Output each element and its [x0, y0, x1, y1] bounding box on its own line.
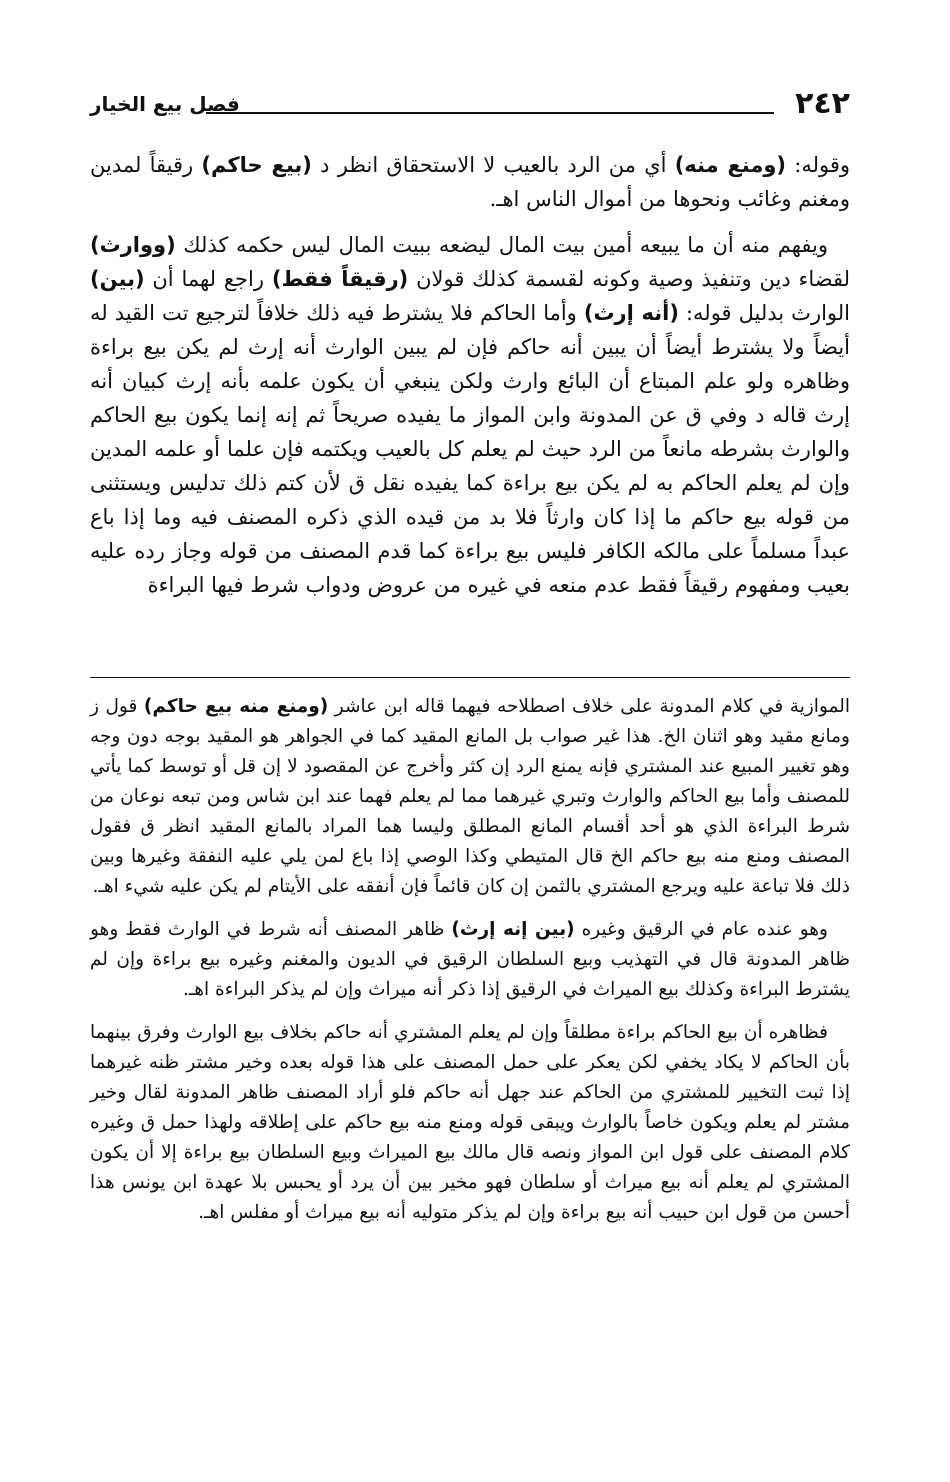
footnote-paragraph-2	[90, 915, 850, 1005]
text: رقيقاً لمدين ومغنم وغائب ونحوها من أموال الناس اهـ.	[90, 153, 850, 211]
text: الموازية في كلام المدونة على خلاف اصطلاحه فيهما قاله ابن عاشر	[328, 696, 850, 717]
bold-phrase: (أنه إرث)	[583, 301, 679, 325]
text: وقوله:	[786, 153, 851, 177]
text: وهو عنده عام في الرقيق وغيره	[574, 919, 828, 940]
main-text	[90, 148, 850, 614]
main-paragraph-2	[90, 228, 850, 602]
bold-phrase: (ومنع منه)	[674, 153, 787, 177]
bold-phrase: (بين إنه إرث)	[451, 919, 575, 940]
text: لقضاء دين وتنفيذ وصية وكونه لقسمة كذلك قولان	[408, 267, 850, 291]
text: ويفهم منه أن ما يبيعه أمين بيت المال ليضعه ببيت المال ليس حكمه كذلك	[175, 233, 828, 257]
footnote-paragraph-1	[90, 692, 850, 902]
text: راجع لهما أن	[144, 267, 272, 291]
chapter-title: فصل بيع الخيار	[90, 92, 240, 116]
text: فظاهره أن بيع الحاكم براءة مطلقاً وإن لم يعلم المشتري أنه حاكم بخلاف بيع الوارث وفرق بينهما بأن الحاكم لا يكاد يخفي لكن يعكر على حمل المصنف على هذا قوله بعده وخير مشتر ظنه غيرهما إذا ثبت التخيير للمشتري من الحاكم عند جهل أنه حاكم فلو أراد المصنف ظاهر المدونة لقال وخير مشتر لم يعلم ويكون خاصاً بالوارث ويبقى قوله ومنع منه بيع حاكم على إطلاقه ولهذا حمل ق وغيره كلام المصنف على قول ابن المواز ونصه قال مالك بيع الميراث وبيع السلطان بيع براءة إلا أن يكون المشتري لم يعلم أنه بيع ميراث أو سلطان فهو مخير بين أن يرد أو يحبس بلا عهدة ابن يونس هذا أحسن من قول ابن حبيب أنه بيع براءة وإن لم يذكر متوليه أنه بيع ميراث أو مفلس اهـ.	[90, 1022, 850, 1223]
page-number: ٢٤٢	[795, 86, 850, 121]
text: ظاهر المصنف أنه شرط في الوارث فقط وهو ظاهر المدونة قال في التهذيب وبيع السلطان الرقيق في الديون والمغنم وغيره بيع براءة وإن لم يشترط البراءة وكذلك بيع الميراث في الرقيق إذا ذكر أنه ميراث وإن لم يذكر البراءة اهـ.	[90, 919, 850, 1000]
running-header	[90, 86, 850, 126]
header-rule	[206, 112, 774, 114]
bold-phrase: (ووارث)	[90, 233, 176, 257]
bold-phrase: (رقيقاً فقط)	[271, 267, 409, 291]
footnote-paragraph-3	[90, 1018, 850, 1228]
bold-phrase: (بين)	[90, 267, 145, 291]
text: قول ز ومانع مقيد وهو اثنان الخ. هذا غير صواب بل المانع المقيد كما في الجواهر هو المقيد بوجه دون وجه وهو تغيير المبيع عند المشتري فإنه يمنع الرد إن كثر وأخرج عن المقصود لا إن قل أو توسط كما يأتي للمصنف وأما بيع الحاكم والوارث وتبري غيرهما مما لم يعلم فهما عند ابن شاس ومن تبعه نوعان من شرط البراءة الذي هو أحد أقسام المانع المطلق وليسا هما المراد بالمانع المقيد انظر ق فقول المصنف ومنع منه بيع حاكم الخ قال المتيطي وكذا الوصي إذا باع لمن يلي عليه النفقة وغيرها وبين ذلك فلا تباعة عليه ويرجع المشتري بالثمن إن كان قائماً فإن أنفقه على الأيتام لم يكن عليه شيء اهـ.	[90, 696, 850, 897]
bold-phrase: (بيع حاكم)	[201, 153, 312, 177]
bold-phrase: (ومنع منه بيع حاكم)	[143, 696, 329, 717]
text: وأما الحاكم فلا يشترط فيه ذلك خلافاً لترجيع تت القيد له أيضاً ولا يشترط أيضاً أن يبين أنه حاكم فإن لم يبين الوارث أنه إرث لم يكن بيع براءة وظاهره ولو علم المبتاع أن البائع وارث ولكن ينبغي أن يكون علمه بأنه إرث كبيان أنه إرث قاله د وفي ق عن المدونة وابن المواز ما يفيده صريحاً ثم إنه إنما يكون بيع الحاكم والوارث بشرطه مانعاً من الرد حيث لم يعلم كل بالعيب ويكتمه فإن علما أو علمه المدين وإن لم يعلم الحاكم به لم يكن بيع براءة كما يفيده نقل ق لأن كتم ذلك تدليس ويستثنى من قوله بيع حاكم ما إذا كان وارثاً فلا بد من قيده الذي ذكره المصنف فيه وما إذا باع عبداً مسلماً على مالكه الكافر فليس بيع براءة كما قدم المصنف من قوله وجاز رده عليه بعيب ومفهوم رقيقاً فقط عدم منعه في غيره من عروض ودواب شرط فيها البراءة	[90, 301, 850, 597]
text: الوارث بدليل قوله:	[678, 301, 850, 325]
footnote-separator	[90, 677, 850, 678]
text: أي من الرد بالعيب لا الاستحقاق انظر د	[311, 153, 675, 177]
main-paragraph-1	[90, 148, 850, 216]
footnotes	[90, 692, 850, 1241]
